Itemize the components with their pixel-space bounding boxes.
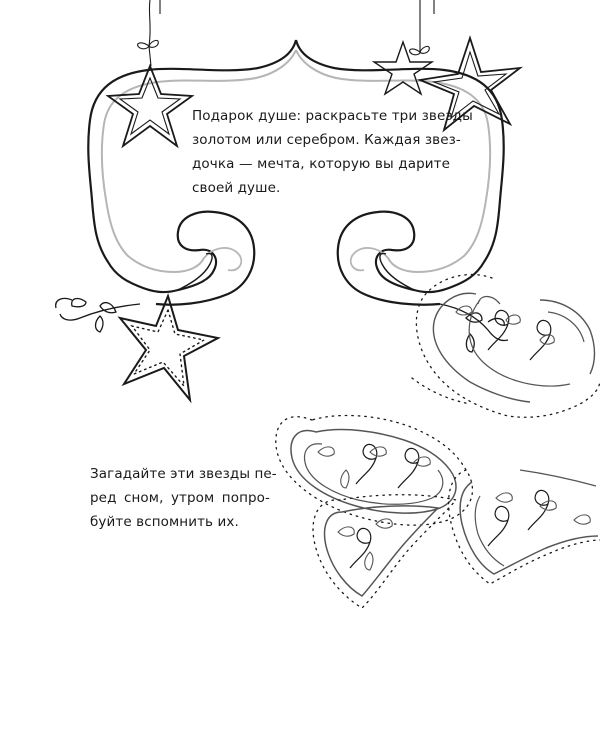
text-line: Загадайте эти звезды пе-	[90, 466, 277, 482]
star-icon	[120, 296, 218, 400]
text-line: Подарок душе: раскрасьте три звезды	[192, 108, 473, 124]
text-line: буйте вспомнить их.	[90, 514, 239, 530]
frame-instruction-text	[192, 104, 473, 200]
text-line: своей душе.	[192, 180, 281, 196]
text-line: ред сном, утром попро-	[90, 490, 270, 506]
heart-ornament-icon	[416, 275, 600, 418]
text-line: золотом или серебром. Каждая звез-	[192, 132, 461, 148]
star-icon	[374, 42, 432, 94]
heart-ornament-icon	[276, 415, 473, 525]
heart-ornament-icon	[449, 470, 600, 584]
dotted-border	[412, 378, 470, 404]
side-instruction-text	[90, 462, 277, 534]
text-line: дочка — мечта, которую вы дарите	[192, 156, 450, 172]
